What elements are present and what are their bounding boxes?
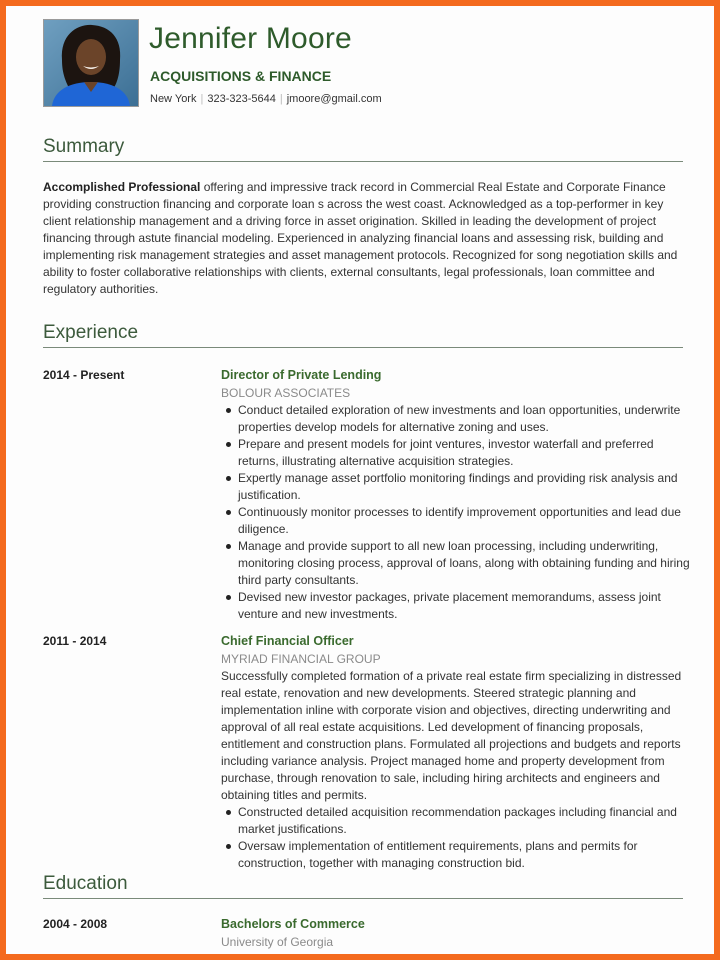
job-entry <box>221 367 691 623</box>
profile-photo <box>43 19 139 107</box>
summary-body: offering and impressive track record in Commercial Real Estate and Corporate Finance providing construction financing and corporate loan s across the west coast. Acknowledged as a top-performer in key client relationship management and a driving force in asset origination. Skilled in leading the development of project financing through astute financial modeling. Experienced in analyzing financial loans and assessing risk, building and implementing risk management strategies and asset management protocols. Recognized for song negotiation skills and ability to foster collaborative relationships with clients, external consultants, legal professionals, loan committee and regulatory authorities. <box>43 180 678 296</box>
summary-lead: Accomplished Professional <box>43 180 201 194</box>
resume-header <box>43 19 683 109</box>
job-title: Director of Private Lending <box>221 368 382 382</box>
job-bullets <box>221 804 691 872</box>
contact-email[interactable]: jmoore@gmail.com <box>286 93 382 105</box>
education-heading: Education <box>43 873 128 894</box>
bullet-item: Devised new investor packages, private placement memorandums, assess joint venture and new investments. <box>238 589 691 623</box>
contact-separator: | <box>200 93 204 105</box>
job-description: Successfully completed formation of a private real estate firm specializing in distressed real estate, renovation and new developments. Steered strategic planning and implementation inline with corporate vision and objectives, directing underwriting and approval of all real estate acquisitions. Led development of financing proposals, entitlement and construction plans. Formulated all projections and budgets and reports including variance analysis. Project managed home and property development from purchase, through renovation to sale, including hiring architects and engineers and obtaining titles and permits. <box>221 669 682 802</box>
bullet-item: Continuously monitor processes to identify improvement opportunities and lead due diligence. <box>238 504 691 538</box>
bullet-item: Prepare and present models for joint ventures, investor waterfall and preferred returns, illustrating alternative acquisition strategies. <box>238 436 691 470</box>
candidate-name: Jennifer Moore <box>149 22 352 55</box>
degree-title: Bachelors of Commerce <box>221 917 365 931</box>
bullet-item: Manage and provide support to all new loan processing, including underwriting, monitoring closing process, approval of loans, along with obtaining funding and hiring third party consultants. <box>238 539 690 587</box>
company-name: BOLOUR ASSOCIATES <box>221 386 351 400</box>
bullet-item: Conduct detailed exploration of new investments and loan opportunities, underwrite properties develop models for alternative zoning and uses. <box>238 402 691 436</box>
resume-page <box>6 6 714 954</box>
job-title: Chief Financial Officer <box>221 634 354 648</box>
contact-line <box>150 92 382 106</box>
candidate-title: ACQUISITIONS & FINANCE <box>150 68 332 84</box>
job-dates: 2011 - 2014 <box>43 634 107 648</box>
bullet-item: Oversaw implementation of entitlement requirements, plans and permits for construction, together with managing construction bid. <box>238 838 691 872</box>
contact-location: New York <box>150 93 197 105</box>
section-divider <box>43 161 683 162</box>
section-divider <box>43 347 683 348</box>
summary-heading: Summary <box>43 136 125 157</box>
school-name: University of Georgia <box>221 935 334 949</box>
contact-separator: | <box>279 93 283 105</box>
section-divider <box>43 898 683 899</box>
bullet-item: Expertly manage asset portfolio monitoring findings and providing risk analysis and justification. <box>238 470 691 504</box>
contact-phone: 323-323-5644 <box>207 93 276 105</box>
job-bullets <box>221 402 691 623</box>
job-entry <box>221 633 691 872</box>
job-dates: 2014 - Present <box>43 368 125 382</box>
summary-text <box>43 179 688 298</box>
experience-heading: Experience <box>43 322 139 343</box>
education-dates: 2004 - 2008 <box>43 917 108 931</box>
company-name: MYRIAD FINANCIAL GROUP <box>221 652 381 666</box>
education-entry <box>221 916 691 951</box>
bullet-item: Constructed detailed acquisition recommendation packages including financial and market justifications. <box>238 804 691 838</box>
